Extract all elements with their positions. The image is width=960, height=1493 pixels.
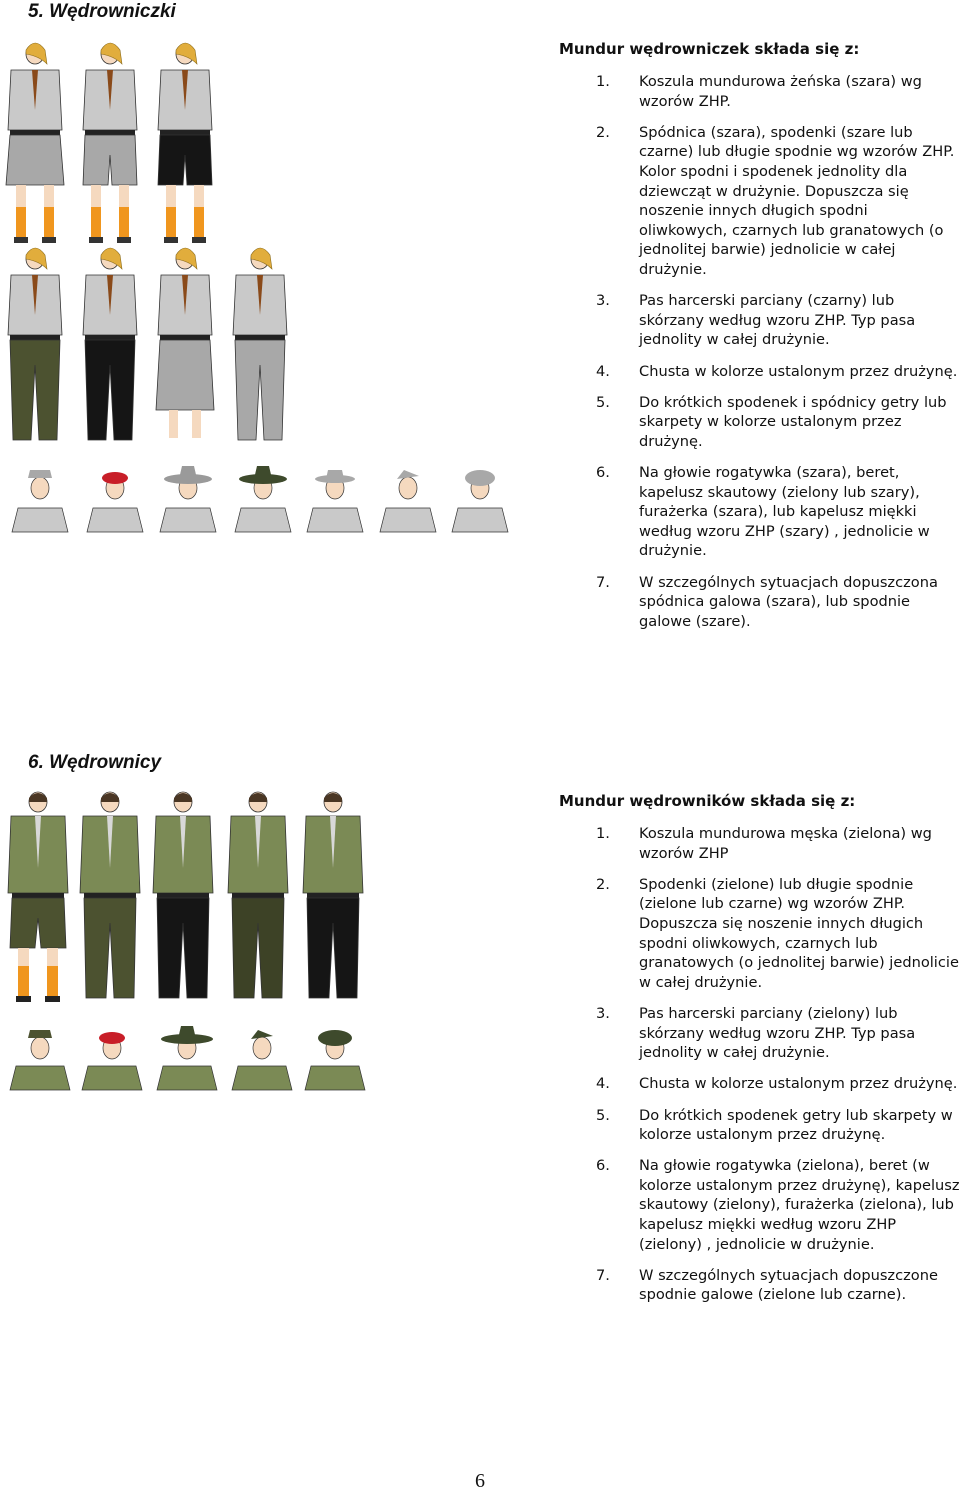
female-uniform-illustrations bbox=[0, 40, 520, 540]
list-item: 5. Do krótkich spodenek i spódnicy getry lub skarpety w kolorze ustalonym przez drużynę. bbox=[596, 393, 947, 450]
figure-olive-trousers bbox=[8, 248, 62, 440]
list-item: 4. Chusta w kolorze ustalonym przez drużynę. bbox=[596, 362, 958, 380]
list-item: 1. Koszula mundurowa męska (zielona) wg wzorów ZHP bbox=[596, 825, 932, 862]
headwear-row bbox=[12, 466, 508, 532]
figure-grey-skirt bbox=[6, 43, 64, 243]
figure-black-trousers-male bbox=[303, 792, 363, 998]
section-6-intro: Mundur wędrowników składa się z: bbox=[559, 792, 856, 810]
list-item: 6. Na głowie rogatywka (szara), beret, kapelusz skautowy (zielony lub szary), furażerka (szara), lub kapelusz miękki według wzoru ZHP (szary) , jednolicie w drużynie. bbox=[596, 464, 930, 560]
figure-grey-long-skirt bbox=[156, 248, 214, 438]
section-6-heading: 6. Wędrownicy bbox=[28, 752, 162, 773]
section-6-list bbox=[596, 824, 960, 1317]
list-item: 2. Spódnica (szara), spodenki (szare lub czarne) lub długie spodnie wg wzorów ZHP. Kolor spodni i spodenek jednolity dla dziewcząt w drużynie. Dopuszcza się noszenie innych długich spodni oliwkowych, czarnych lub granatowych (o jednolitej barwie) jednolicie w całej drużynie. bbox=[596, 123, 955, 278]
figure-grey-shorts bbox=[83, 43, 137, 243]
section-5-list bbox=[596, 72, 960, 643]
male-headwear-row bbox=[10, 1026, 365, 1090]
page-number: 6 bbox=[475, 1470, 485, 1492]
figure-black-shorts bbox=[158, 43, 212, 243]
list-item: 4. Chusta w kolorze ustalonym przez drużynę. bbox=[596, 1075, 958, 1093]
list-item: 6. Na głowie rogatywka (zielona), beret (w kolorze ustalonym przez drużynę), kapelusz skautowy (zielony), furażerka (zielona), lub kapelusz miękki według wzoru ZHP (zielony) , jednolicie w drużynie. bbox=[596, 1157, 960, 1253]
list-item: 5. Do krótkich spodenek getry lub skarpety w kolorze ustalonym przez drużynę. bbox=[596, 1106, 953, 1144]
list-item: 7. W szczególnych sytuacjach dopuszczona spódnica galowa (szara), lub spodnie galowe (szare). bbox=[596, 573, 938, 630]
list-item: 1. Koszula mundurowa żeńska (szara) wg wzorów ZHP. bbox=[596, 73, 922, 110]
male-uniform-illustrations bbox=[0, 790, 380, 1100]
figure-grey-trousers bbox=[233, 248, 287, 440]
list-item: 3. Pas harcerski parciany (zielony) lub skórzany według wzoru ZHP. Typ pasa jednolity w całej drużynie. bbox=[596, 1004, 916, 1062]
list-item: 3. Pas harcerski parciany (czarny) lub skórzany według wzoru ZHP. Typ pasa jednolity w całej drużynie. bbox=[596, 292, 916, 349]
figure-black-cargo-trousers bbox=[153, 792, 213, 998]
figure-olive-trousers-male bbox=[228, 792, 288, 998]
list-item: 2. Spodenki (zielone) lub długie spodnie (zielone lub czarne) wg wzorów ZHP. Dopuszcza się noszenie innych długich spodni oliwkowych, czarnych lub granatowych (o jednolitej barwie) jednolicie w całej drużynie. bbox=[596, 875, 959, 991]
section-5-intro: Mundur wędrowniczek składa się z: bbox=[559, 40, 860, 58]
figure-black-trousers bbox=[83, 248, 137, 440]
figure-olive-cargo-trousers bbox=[80, 792, 140, 998]
figure-green-shorts bbox=[8, 792, 68, 1002]
section-5-heading: 5. Wędrowniczki bbox=[28, 1, 176, 22]
list-item: 7. W szczególnych sytuacjach dopuszczone spodnie galowe (zielone lub czarne). bbox=[596, 1266, 938, 1304]
